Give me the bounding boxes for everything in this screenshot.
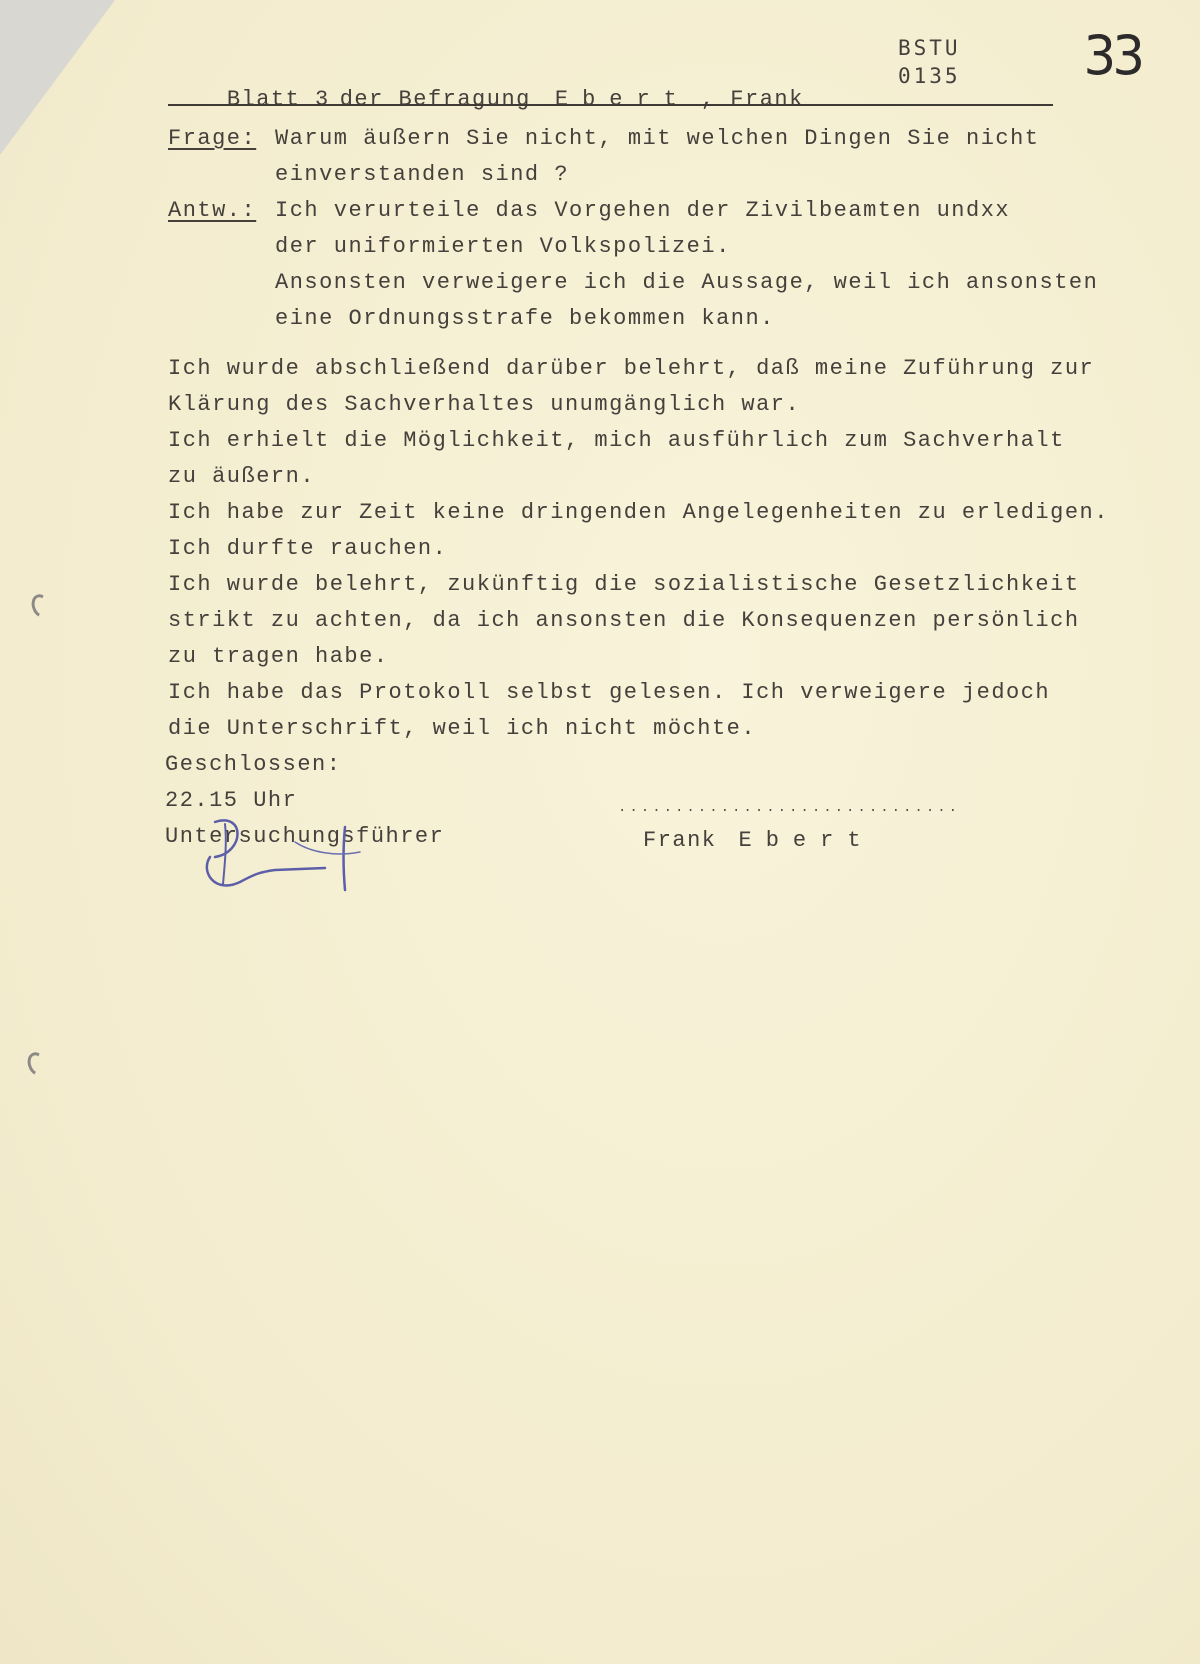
signature-line: .............................. — [618, 800, 961, 816]
archive-number: 0135 — [898, 64, 961, 88]
signee-surname: Ebert — [738, 828, 875, 853]
punch-hole-mark — [28, 592, 53, 621]
question-text-line: einverstanden sind ? — [275, 162, 570, 187]
question-label: Frage: — [168, 126, 257, 151]
handwritten-page-number: 33 — [1083, 24, 1142, 87]
answer-text-line: eine Ordnungsstrafe bekommen kann. — [275, 306, 775, 331]
answer-text-line: Ich verurteile das Vorgehen der Zivilbeamten undxx — [275, 198, 1011, 223]
answer-text-line: der uniformierten Volkspolizei. — [275, 234, 731, 259]
question-text-line: Warum äußern Sie nicht, mit welchen Dingen Sie nicht — [275, 126, 1040, 151]
interviewee-firstname: , Frank — [700, 87, 804, 112]
signee-name — [643, 828, 875, 853]
body-text-line: Ich habe das Protokoll selbst gelesen. Ich verweigere jedoch — [168, 680, 1051, 705]
punch-hole-mark — [24, 1050, 49, 1079]
interviewee-surname: Ebert — [554, 87, 691, 112]
body-text-line: Ich wurde belehrt, zukünftig die sozialistische Gesetzlichkeit — [168, 572, 1080, 597]
body-text-line: Ich erhielt die Möglichkeit, mich ausführlich zum Sachverhalt — [168, 428, 1065, 453]
body-text-line: Ich durfte rauchen. — [168, 536, 448, 561]
body-text-line: zu tragen habe. — [168, 644, 389, 669]
body-text-line: Klärung des Sachverhaltes unumgänglich war. — [168, 392, 801, 417]
closed-label: Geschlossen: — [165, 752, 342, 777]
answer-text-line: Ansonsten verweigere ich die Aussage, weil ich ansonsten — [275, 270, 1099, 295]
body-text-line: zu äußern. — [168, 464, 316, 489]
investigator-signature — [185, 812, 385, 902]
body-text-line: strikt zu achten, da ich ansonsten die Konsequenzen persönlich — [168, 608, 1080, 633]
investigator-label: Untersuchungsführer — [165, 824, 445, 849]
archive-code: BSTU — [898, 36, 961, 60]
body-text-line: die Unterschrift, weil ich nicht möchte. — [168, 716, 757, 741]
archive-stamp — [898, 34, 961, 90]
folded-corner — [0, 0, 115, 155]
signee-firstname: Frank — [643, 828, 717, 853]
body-text-line: Ich habe zur Zeit keine dringenden Angelegenheiten zu erledigen. — [168, 500, 1109, 525]
answer-label: Antw.: — [168, 198, 257, 223]
header-divider — [168, 104, 1053, 106]
body-text-line: Ich wurde abschließend darüber belehrt, daß meine Zuführung zur — [168, 356, 1095, 381]
interrogation-label: der Befragung — [339, 87, 531, 112]
sheet-number: Blatt 3 — [226, 87, 330, 112]
closing-time: 22.15 Uhr — [165, 788, 298, 813]
